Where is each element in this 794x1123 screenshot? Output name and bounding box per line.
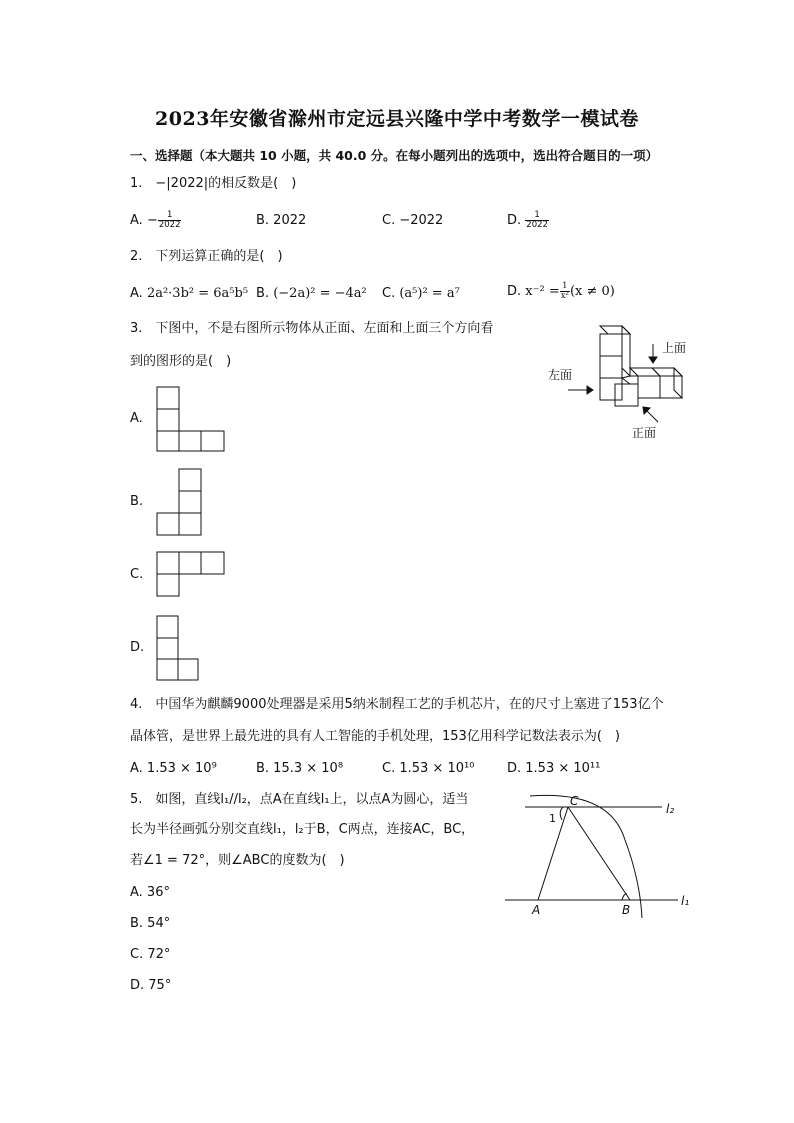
q2-option-d-lhs: x⁻² =: [525, 284, 560, 299]
q4-option-b[interactable]: B. 15.3 × 10⁸: [256, 761, 344, 776]
q2-option-c[interactable]: [382, 286, 460, 302]
q3-top-arrow: [649, 344, 657, 363]
q4-stem-line2: 晶体管，是世界上最先进的具有人工智能的手机处理，153亿用科学记数法表示为( ): [130, 729, 620, 744]
q5-angle-1-mark: [560, 807, 563, 820]
q3-option-a-figure: [156, 386, 226, 452]
q1-option-d[interactable]: [507, 211, 549, 230]
q1-option-c[interactable]: C. −2022: [382, 213, 444, 228]
q4-option-c[interactable]: C. 1.53 × 10¹⁰: [382, 761, 475, 776]
q2-option-a-label: A.: [130, 286, 143, 301]
q2-option-c-expr: (a⁵)² = a⁷: [399, 286, 460, 301]
q5-label-a: A: [532, 903, 541, 917]
q5-option-c[interactable]: C. 72°: [130, 947, 171, 962]
q3-left-arrow: [568, 386, 593, 394]
q3-option-b-label[interactable]: B.: [130, 494, 144, 509]
q2-option-b-label: B.: [256, 286, 270, 301]
q4-stem-line1: 4. 中国华为麒麟9000处理器是采用5纳米制程工艺的手机芯片，在的尺寸上塞进了153亿个: [130, 697, 664, 712]
q3-label-front: 正面: [632, 426, 657, 440]
q1-option-a-label: A.: [130, 213, 143, 228]
q1-option-d-denominator: 2022: [526, 220, 548, 230]
q3-solid-figure: [540, 322, 700, 452]
q1-option-d-numerator: 1: [525, 211, 549, 221]
q5-option-a[interactable]: A. 36°: [130, 885, 170, 900]
q3-option-d-figure: [156, 615, 204, 681]
q3-option-a-label[interactable]: A.: [130, 411, 143, 426]
q5-label-1: 1: [549, 812, 556, 825]
q5-option-d[interactable]: D. 75°: [130, 978, 172, 993]
q3-label-left: 左面: [548, 368, 573, 382]
q5-stem-line1: 5. 如图，直线l₁//l₂，点A在直线l₁上，以点A为圆心，适当: [130, 792, 469, 807]
q3-label-top: 上面: [662, 341, 687, 355]
q5-geometry-figure: [500, 790, 700, 925]
q3-front-arrow: [643, 407, 658, 422]
q5-label-l1: l₁: [681, 894, 690, 908]
q1-option-a-sign: −: [146, 213, 158, 228]
q3-option-d-label[interactable]: D.: [130, 640, 145, 655]
q1-option-a-fraction: [158, 211, 182, 230]
q4-option-a[interactable]: A. 1.53 × 10⁹: [130, 761, 217, 776]
q1-option-d-fraction: [525, 211, 549, 230]
q2-option-d-label: D.: [507, 284, 522, 299]
q2-option-c-label: C.: [382, 286, 396, 301]
q1-option-a-numerator: 1: [158, 211, 182, 221]
q5-label-l2: l₂: [666, 802, 675, 816]
q3-option-c-figure: [156, 551, 228, 599]
q5-stem-line2: 长为半径画弧分别交直线l₁，l₂于B，C两点，连接AC，BC，: [130, 822, 475, 837]
q2-option-d-condition: (x ≠ 0): [569, 284, 615, 299]
q2-option-d-fraction: [560, 282, 570, 301]
q2-option-b-expr: (−2a)² = −4a²: [273, 286, 367, 301]
q1-stem: 1. −|2022|的相反数是( ): [130, 176, 297, 191]
q3-option-b-figure: [156, 468, 206, 536]
q2-option-a[interactable]: [130, 286, 248, 302]
q1-option-a-denominator: 2022: [158, 220, 181, 230]
q5-label-c: C: [570, 794, 579, 808]
q1-option-d-label: D.: [507, 213, 522, 228]
q3-stem-line1: 3. 下图中，不是右图所示物体从正面、左面和上面三个方向看: [130, 321, 494, 336]
q2-option-d[interactable]: [507, 282, 615, 301]
q2-option-a-expr: 2a²·3b² = 6a⁵b⁵: [146, 286, 249, 301]
q4-option-d[interactable]: D. 1.53 × 10¹¹: [507, 761, 601, 776]
q3-option-c-label[interactable]: C.: [130, 567, 144, 582]
q5-option-b[interactable]: B. 54°: [130, 916, 171, 931]
q1-option-b[interactable]: B. 2022: [256, 213, 307, 228]
page-title: 2023年安徽省滁州市定远县兴隆中学中考数学一模试卷: [155, 108, 639, 130]
q2-stem: 2. 下列运算正确的是( ): [130, 249, 283, 264]
q5-segment-bc: [568, 807, 630, 900]
q1-option-a[interactable]: [130, 211, 181, 230]
q2-option-d-numerator: 1: [560, 282, 570, 292]
q2-option-d-denominator: x²: [560, 291, 569, 301]
section-heading: 一、选择题（本大题共 10 小题，共 40.0 分。在每小题列出的选项中，选出符合题目的一项）: [130, 148, 659, 163]
q2-option-b[interactable]: [256, 286, 367, 302]
q3-stem-line2: 到的图形的是( ): [130, 354, 232, 369]
q5-label-b: B: [622, 903, 631, 917]
q5-stem-line3: 若∠1 = 72°，则∠ABC的度数为( ): [130, 853, 345, 868]
